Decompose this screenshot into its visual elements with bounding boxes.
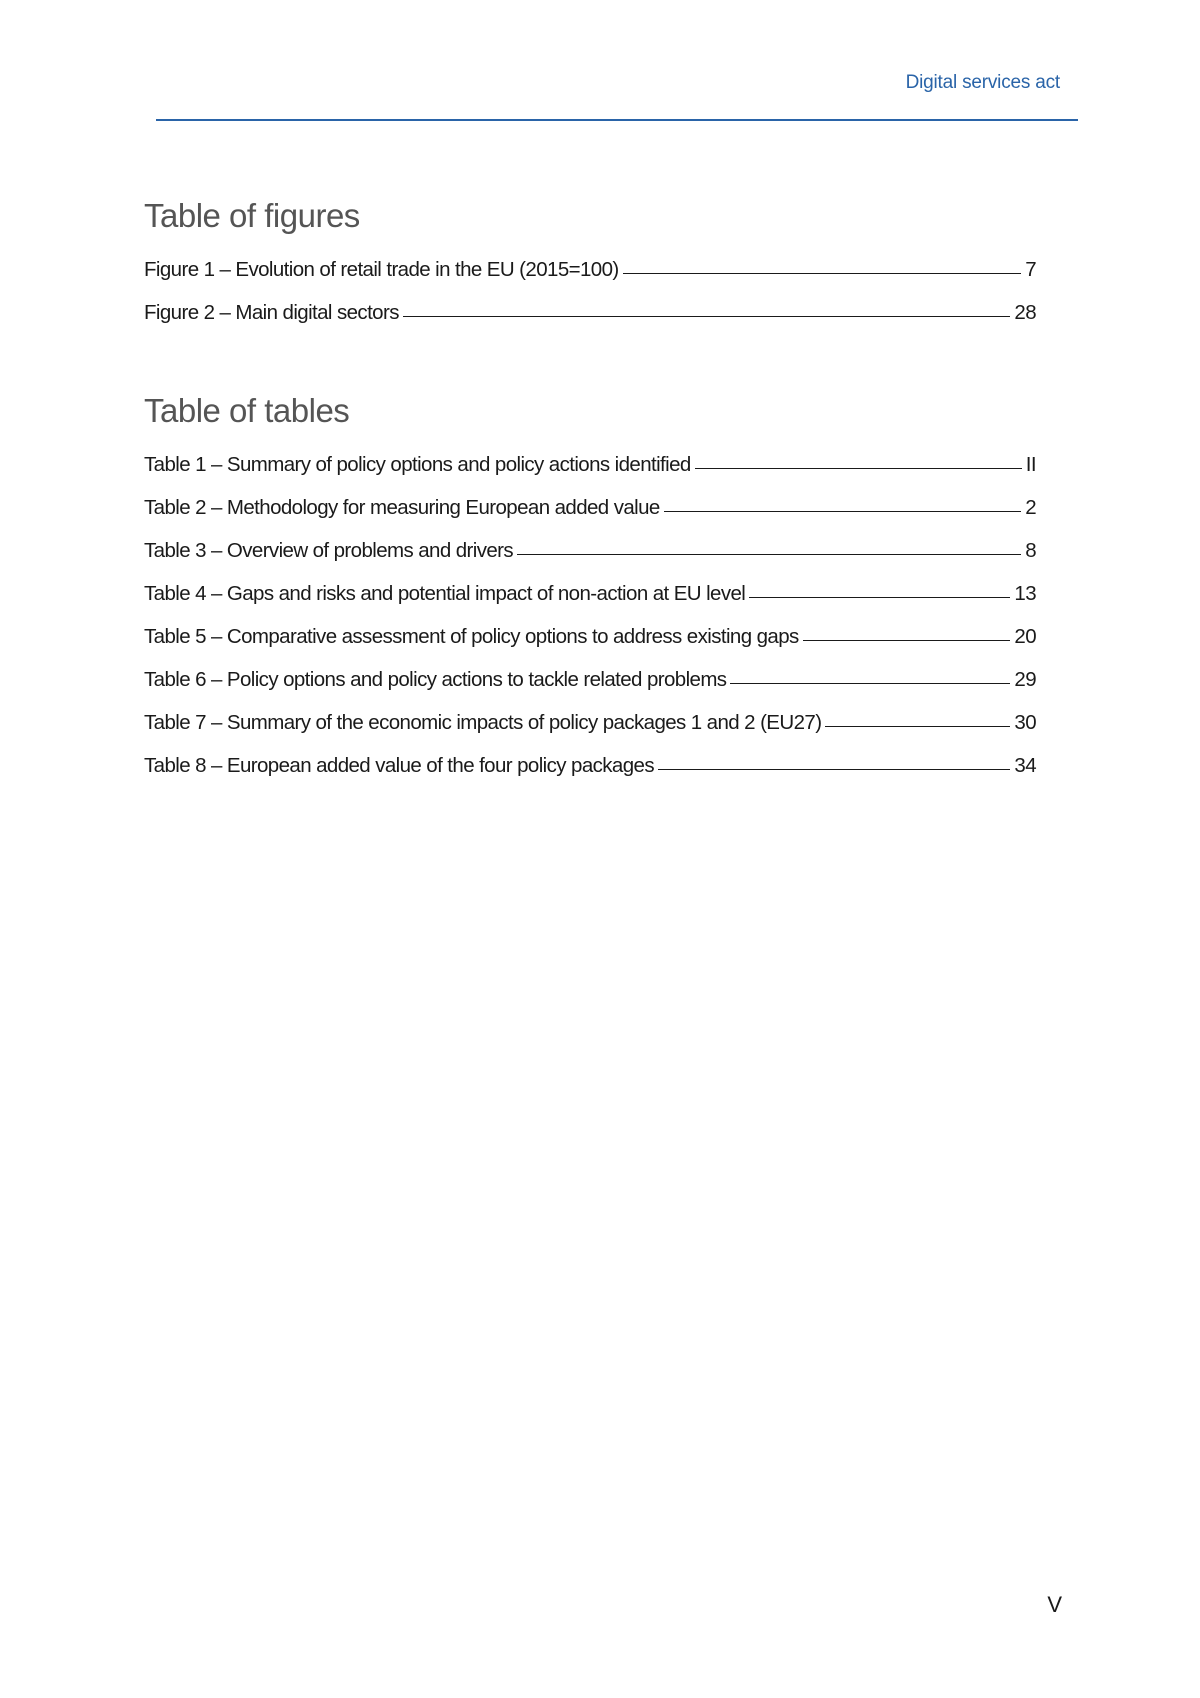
header-divider [156,119,1078,121]
toc-entry-page: 7 [1025,258,1036,281]
tables-list [144,453,1036,797]
toc-entry-page: 34 [1014,754,1036,777]
toc-entry-label: Figure 2 – Main digital sectors [144,301,399,324]
toc-entry-label: Table 8 – European added value of the four policy packages [144,754,654,777]
toc-entry-figure-1[interactable] [144,258,1036,301]
toc-entry-label: Table 5 – Comparative assessment of policy options to address existing gaps [144,625,799,648]
toc-leader-line [664,511,1021,512]
toc-entry-table-4[interactable] [144,582,1036,625]
toc-entry-table-2[interactable] [144,496,1036,539]
toc-leader-line [749,597,1010,598]
toc-entry-label: Table 2 – Methodology for measuring European added value [144,496,660,519]
toc-entry-table-6[interactable] [144,668,1036,711]
toc-entry-label: Table 4 – Gaps and risks and potential impact of non-action at EU level [144,582,746,605]
table-of-tables-section [144,391,1036,797]
toc-leader-line [403,316,1011,317]
toc-entry-page: 28 [1014,301,1036,324]
toc-entry-page: 29 [1014,668,1036,691]
toc-entry-label: Table 7 – Summary of the economic impacts of policy packages 1 and 2 (EU27) [144,711,822,734]
page-number: V [1047,1592,1062,1617]
toc-entry-table-1[interactable] [144,453,1036,496]
toc-entry-table-3[interactable] [144,539,1036,582]
toc-entry-table-7[interactable] [144,711,1036,754]
toc-entry-label: Figure 1 – Evolution of retail trade in the EU (2015=100) [144,258,619,281]
toc-entry-table-8[interactable] [144,754,1036,797]
toc-entry-page: 20 [1014,625,1036,648]
toc-entry-label: Table 6 – Policy options and policy actions to tackle related problems [144,668,727,691]
toc-entry-table-5[interactable] [144,625,1036,668]
toc-entry-page: II [1025,453,1036,476]
toc-leader-line [658,769,1010,770]
toc-entry-page: 2 [1025,496,1036,519]
toc-entry-label: Table 3 – Overview of problems and drivers [144,539,514,562]
toc-leader-line [623,273,1022,274]
toc-leader-line [517,554,1021,555]
table-of-figures-section [144,196,1036,344]
running-header-title: Digital services act [905,72,1060,93]
toc-entry-label: Table 1 – Summary of policy options and policy actions identified [144,453,691,476]
toc-entry-page: 30 [1014,711,1036,734]
toc-leader-line [803,640,1011,641]
table-of-figures-heading: Table of figures [144,197,360,234]
toc-entry-page: 13 [1014,582,1036,605]
toc-leader-line [695,468,1022,469]
toc-leader-line [825,726,1010,727]
figures-list [144,258,1036,344]
toc-entry-page: 8 [1025,539,1036,562]
toc-entry-figure-2[interactable] [144,301,1036,344]
toc-leader-line [730,683,1010,684]
table-of-tables-heading: Table of tables [144,392,350,429]
